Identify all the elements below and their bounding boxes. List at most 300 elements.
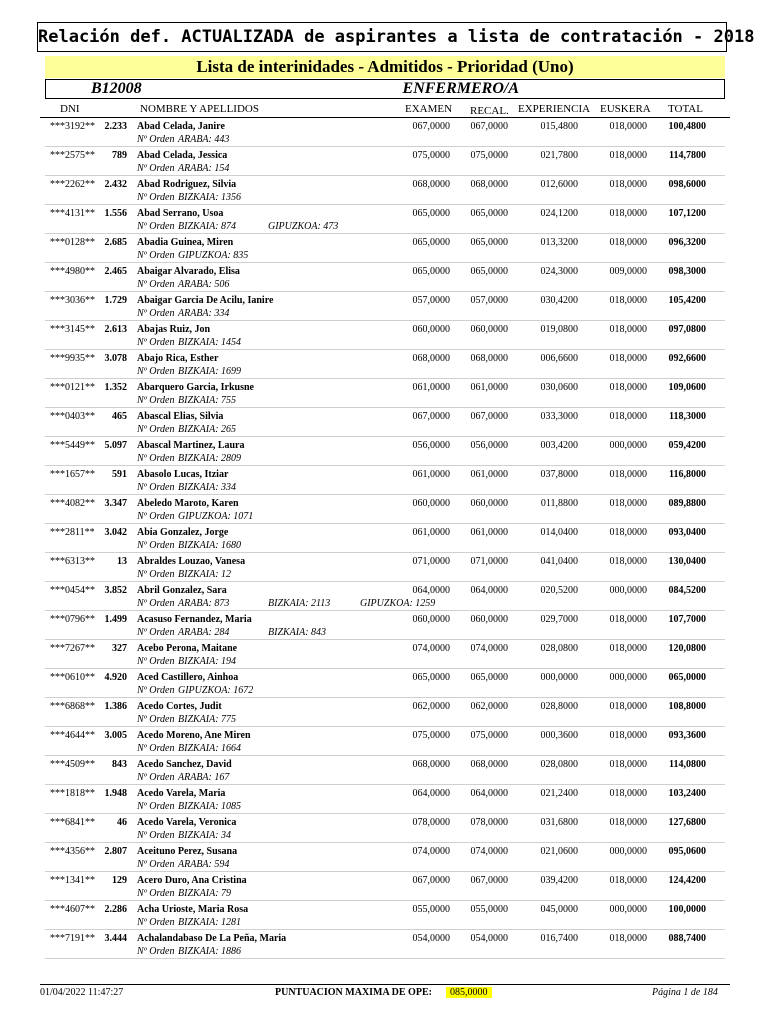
- position-number: 1.948: [104, 788, 127, 799]
- position-number: 327: [112, 643, 127, 654]
- dni-cell: ***5449**: [50, 440, 95, 451]
- footer-divider: [40, 984, 730, 985]
- order-label: Nº Orden: [137, 279, 175, 290]
- applicant-record: [0, 872, 768, 901]
- order-number: GIPUZKOA: 1672: [178, 685, 254, 696]
- column-header-recal: RECAL.: [470, 105, 509, 117]
- recal-score: 062,0000: [470, 701, 508, 712]
- total-score: 130,0400: [668, 556, 706, 567]
- recal-score: 056,0000: [470, 440, 508, 451]
- total-score: 092,6600: [668, 353, 706, 364]
- order-label: Nº Orden: [137, 656, 175, 667]
- total-score: 065,0000: [668, 672, 706, 683]
- applicant-name: Abraldes Louzao, Vanesa: [137, 556, 246, 567]
- order-label: Nº Orden: [137, 424, 175, 435]
- total-score: 084,5200: [668, 585, 706, 596]
- order-number: BIZKAIA: 2113: [268, 598, 331, 609]
- recal-score: 065,0000: [470, 672, 508, 683]
- total-score: 107,7000: [668, 614, 706, 625]
- applicant-record: [0, 408, 768, 437]
- experience-score: 003,4200: [540, 440, 578, 451]
- exam-score: 061,0000: [412, 382, 450, 393]
- dni-cell: ***4644**: [50, 730, 95, 741]
- recal-score: 068,0000: [470, 759, 508, 770]
- euskera-score: 000,0000: [609, 585, 647, 596]
- applicant-record: [0, 437, 768, 466]
- recal-score: 061,0000: [470, 382, 508, 393]
- column-header-experience: EXPERIENCIA: [518, 103, 591, 115]
- dni-cell: ***3036**: [50, 295, 95, 306]
- dni-cell: ***4131**: [50, 208, 95, 219]
- position-number: 3.078: [104, 353, 127, 364]
- recal-score: 074,0000: [470, 846, 508, 857]
- euskera-score: 018,0000: [609, 556, 647, 567]
- experience-score: 000,0000: [540, 672, 578, 683]
- applicant-name: Acedo Moreno, Ane Miren: [137, 730, 251, 741]
- applicant-record: [0, 205, 768, 234]
- euskera-score: 018,0000: [609, 643, 647, 654]
- dni-cell: ***0121**: [50, 382, 95, 393]
- position-number: 3.005: [104, 730, 127, 741]
- experience-score: 011,8800: [540, 498, 578, 509]
- recal-score: 071,0000: [470, 556, 508, 567]
- applicant-record: [0, 379, 768, 408]
- applicant-record: [0, 553, 768, 582]
- experience-score: 000,3600: [540, 730, 578, 741]
- recal-score: 055,0000: [470, 904, 508, 915]
- euskera-score: 018,0000: [609, 788, 647, 799]
- total-score: 114,0800: [669, 759, 706, 770]
- recal-score: 057,0000: [470, 295, 508, 306]
- euskera-score: 018,0000: [609, 121, 647, 132]
- order-label: Nº Orden: [137, 859, 175, 870]
- order-number: BIZKAIA: 2809: [178, 453, 242, 464]
- total-score: 120,0800: [668, 643, 706, 654]
- total-score: 059,4200: [668, 440, 706, 451]
- position-number: 13: [117, 556, 127, 567]
- dni-cell: ***2262**: [50, 179, 95, 190]
- order-label: Nº Orden: [137, 163, 175, 174]
- position-number: 2.807: [104, 846, 127, 857]
- exam-score: 060,0000: [412, 324, 450, 335]
- total-score: 097,0800: [668, 324, 706, 335]
- position-number: 465: [112, 411, 127, 422]
- order-label: Nº Orden: [137, 917, 175, 928]
- exam-score: 064,0000: [412, 788, 450, 799]
- exam-score: 061,0000: [412, 469, 450, 480]
- position-number: 2.685: [104, 237, 127, 248]
- dni-cell: ***0610**: [50, 672, 95, 683]
- applicant-name: Achalandabaso De La Peña, Maria: [137, 933, 287, 944]
- order-number: GIPUZKOA: 1259: [360, 598, 436, 609]
- applicant-record: [0, 495, 768, 524]
- euskera-score: 018,0000: [609, 469, 647, 480]
- euskera-score: 018,0000: [609, 527, 647, 538]
- order-number: BIZKAIA: 1699: [178, 366, 242, 377]
- total-score: 088,7400: [668, 933, 706, 944]
- order-number: BIZKAIA: 874: [178, 221, 237, 232]
- total-score: 107,1200: [668, 208, 706, 219]
- euskera-score: 018,0000: [609, 730, 647, 741]
- applicant-name: Acedo Cortes, Judit: [137, 701, 222, 712]
- position-number: 1.729: [104, 295, 127, 306]
- experience-score: 028,0800: [540, 759, 578, 770]
- applicant-name: Abasolo Lucas, Itziar: [137, 469, 229, 480]
- position-number: 3.852: [104, 585, 127, 596]
- recal-score: 075,0000: [470, 730, 508, 741]
- exam-score: 067,0000: [412, 411, 450, 422]
- experience-score: 030,4200: [540, 295, 578, 306]
- recal-score: 068,0000: [470, 179, 508, 190]
- recal-score: 064,0000: [470, 585, 508, 596]
- applicant-record: [0, 147, 768, 176]
- experience-score: 019,0800: [540, 324, 578, 335]
- experience-score: 015,4800: [540, 121, 578, 132]
- euskera-score: 018,0000: [609, 933, 647, 944]
- applicant-record: [0, 466, 768, 495]
- experience-score: 012,6000: [540, 179, 578, 190]
- recal-score: 078,0000: [470, 817, 508, 828]
- applicant-name: Abascal Martinez, Laura: [137, 440, 245, 451]
- applicant-record: [0, 234, 768, 263]
- applicant-name: Acasuso Fernandez, Maria: [137, 614, 252, 625]
- applicant-record: [0, 611, 768, 640]
- recal-score: 075,0000: [470, 150, 508, 161]
- euskera-score: 018,0000: [609, 817, 647, 828]
- order-label: Nº Orden: [137, 453, 175, 464]
- dni-cell: ***0128**: [50, 237, 95, 248]
- applicant-name: Abascal Elias, Silvia: [137, 411, 224, 422]
- order-label: Nº Orden: [137, 221, 175, 232]
- recal-score: 061,0000: [470, 469, 508, 480]
- euskera-score: 018,0000: [609, 237, 647, 248]
- recal-score: 061,0000: [470, 527, 508, 538]
- dni-cell: ***4980**: [50, 266, 95, 277]
- order-number: ARABA: 594: [178, 859, 230, 870]
- dni-cell: ***4509**: [50, 759, 95, 770]
- total-score: 098,3000: [668, 266, 706, 277]
- experience-score: 021,0600: [540, 846, 578, 857]
- exam-score: 065,0000: [412, 266, 450, 277]
- order-label: Nº Orden: [137, 685, 175, 696]
- applicant-record: [0, 669, 768, 698]
- exam-score: 068,0000: [412, 179, 450, 190]
- total-score: 108,8000: [668, 701, 706, 712]
- recal-score: 065,0000: [470, 266, 508, 277]
- experience-score: 014,0400: [540, 527, 578, 538]
- page-number: Página 1 de 184: [652, 987, 718, 998]
- exam-score: 067,0000: [412, 875, 450, 886]
- exam-score: 056,0000: [412, 440, 450, 451]
- exam-score: 065,0000: [412, 208, 450, 219]
- applicant-record: [0, 785, 768, 814]
- order-number: BIZKAIA: 1886: [178, 946, 242, 957]
- experience-score: 024,3000: [540, 266, 578, 277]
- exam-score: 074,0000: [412, 846, 450, 857]
- applicant-record: [0, 176, 768, 205]
- total-score: 089,8800: [668, 498, 706, 509]
- position-number: 2.432: [104, 179, 127, 190]
- applicant-record: [0, 292, 768, 321]
- column-header-exam: EXAMEN: [405, 103, 453, 115]
- experience-score: 029,7000: [540, 614, 578, 625]
- dni-cell: ***6868**: [50, 701, 95, 712]
- euskera-score: 018,0000: [609, 875, 647, 886]
- exam-score: 067,0000: [412, 121, 450, 132]
- order-number: GIPUZKOA: 835: [178, 250, 249, 261]
- order-label: Nº Orden: [137, 511, 175, 522]
- applicant-record: [0, 582, 768, 611]
- experience-score: 006,6600: [540, 353, 578, 364]
- applicant-name: Abril Gonzalez, Sara: [137, 585, 227, 596]
- dni-cell: ***3192**: [50, 121, 95, 132]
- position-number: 3.042: [104, 527, 127, 538]
- euskera-score: 018,0000: [609, 179, 647, 190]
- order-number: BIZKAIA: 1454: [178, 337, 242, 348]
- total-score: 124,4200: [668, 875, 706, 886]
- document-title: Relación def. ACTUALIZADA de aspirantes a lista de contratación - 2018: [37, 22, 727, 52]
- order-number: BIZKAIA: 334: [178, 482, 237, 493]
- position-number: 4.920: [104, 672, 127, 683]
- order-number: ARABA: 154: [178, 163, 230, 174]
- exam-score: 064,0000: [412, 585, 450, 596]
- applicant-name: Aceituno Perez, Susana: [137, 846, 238, 857]
- position-number: 1.386: [104, 701, 127, 712]
- recal-score: 054,0000: [470, 933, 508, 944]
- applicant-name: Abarquero Garcia, Irkusne: [137, 382, 254, 393]
- position-number: 591: [112, 469, 127, 480]
- euskera-score: 018,0000: [609, 759, 647, 770]
- applicant-record: [0, 930, 768, 959]
- order-number: BIZKAIA: 194: [178, 656, 237, 667]
- column-header-euskera: EUSKERA: [600, 103, 651, 115]
- applicant-name: Abia Gonzalez, Jorge: [137, 527, 229, 538]
- experience-score: 020,5200: [540, 585, 578, 596]
- position-number: 2.465: [104, 266, 127, 277]
- dni-cell: ***4356**: [50, 846, 95, 857]
- euskera-score: 000,0000: [609, 440, 647, 451]
- applicant-name: Abad Rodriguez, Silvia: [137, 179, 237, 190]
- order-label: Nº Orden: [137, 801, 175, 812]
- exam-score: 075,0000: [412, 730, 450, 741]
- position-number: 1.352: [104, 382, 127, 393]
- euskera-score: 000,0000: [609, 846, 647, 857]
- applicant-record: [0, 843, 768, 872]
- exam-score: 075,0000: [412, 150, 450, 161]
- applicant-record: [0, 640, 768, 669]
- recal-score: 067,0000: [470, 875, 508, 886]
- applicant-name: Acedo Varela, Veronica: [137, 817, 237, 828]
- dni-cell: ***2575**: [50, 150, 95, 161]
- total-score: 100,4800: [668, 121, 706, 132]
- position-number: 5.097: [104, 440, 127, 451]
- experience-score: 031,6800: [540, 817, 578, 828]
- dni-cell: ***4607**: [50, 904, 95, 915]
- total-score: 093,0400: [668, 527, 706, 538]
- experience-score: 028,0800: [540, 643, 578, 654]
- applicant-record: [0, 118, 768, 147]
- exam-score: 054,0000: [412, 933, 450, 944]
- order-number: BIZKAIA: 34: [178, 830, 232, 841]
- order-number: BIZKAIA: 1680: [178, 540, 242, 551]
- order-label: Nº Orden: [137, 395, 175, 406]
- applicant-record: [0, 814, 768, 843]
- max-score-value: 085,0000: [446, 987, 492, 998]
- applicant-name: Aced Castillero, Ainhoa: [137, 672, 239, 683]
- applicant-name: Acero Duro, Ana Cristina: [137, 875, 247, 886]
- euskera-score: 018,0000: [609, 498, 647, 509]
- exam-score: 062,0000: [412, 701, 450, 712]
- applicant-name: Abeledo Maroto, Karen: [137, 498, 239, 509]
- total-score: 109,0600: [668, 382, 706, 393]
- dni-cell: ***2811**: [50, 527, 95, 538]
- dni-cell: ***0796**: [50, 614, 95, 625]
- recal-score: 060,0000: [470, 614, 508, 625]
- dni-cell: ***3145**: [50, 324, 95, 335]
- dni-cell: ***7267**: [50, 643, 95, 654]
- euskera-score: 018,0000: [609, 295, 647, 306]
- applicant-record: [0, 756, 768, 785]
- position-number: 129: [112, 875, 127, 886]
- footer-datetime: 01/04/2022 11:47:27: [40, 987, 124, 998]
- dni-cell: ***4082**: [50, 498, 95, 509]
- order-label: Nº Orden: [137, 888, 175, 899]
- exam-score: 065,0000: [412, 237, 450, 248]
- order-number: ARABA: 506: [178, 279, 230, 290]
- position-number: 1.499: [104, 614, 127, 625]
- order-number: BIZKAIA: 79: [178, 888, 232, 899]
- exam-score: 074,0000: [412, 643, 450, 654]
- applicant-name: Abaigar Garcia De Acilu, Ianire: [137, 295, 274, 306]
- exam-score: 060,0000: [412, 498, 450, 509]
- recal-score: 065,0000: [470, 237, 508, 248]
- category-name: ENFERMERO/A: [402, 80, 519, 97]
- applicant-name: Abad Celada, Janire: [137, 121, 225, 132]
- euskera-score: 018,0000: [609, 614, 647, 625]
- euskera-score: 018,0000: [609, 208, 647, 219]
- experience-score: 021,7800: [540, 150, 578, 161]
- euskera-score: 018,0000: [609, 411, 647, 422]
- order-label: Nº Orden: [137, 830, 175, 841]
- exam-score: 071,0000: [412, 556, 450, 567]
- applicant-name: Acha Urioste, Maria Rosa: [137, 904, 249, 915]
- row-divider: [45, 958, 725, 959]
- total-score: 095,0600: [668, 846, 706, 857]
- total-score: 114,7800: [669, 150, 706, 161]
- order-number: ARABA: 334: [178, 308, 230, 319]
- euskera-score: 018,0000: [609, 353, 647, 364]
- position-number: 2.613: [104, 324, 127, 335]
- position-number: 3.347: [104, 498, 127, 509]
- euskera-score: 018,0000: [609, 324, 647, 335]
- euskera-score: 009,0000: [609, 266, 647, 277]
- applicant-record: [0, 727, 768, 756]
- order-number: GIPUZKOA: 473: [268, 221, 339, 232]
- order-label: Nº Orden: [137, 540, 175, 551]
- exam-score: 057,0000: [412, 295, 450, 306]
- category-bar: [45, 79, 725, 99]
- euskera-score: 018,0000: [609, 701, 647, 712]
- dni-cell: ***7191**: [50, 933, 95, 944]
- total-score: 127,6800: [668, 817, 706, 828]
- order-number: BIZKAIA: 265: [178, 424, 237, 435]
- total-score: 103,2400: [668, 788, 706, 799]
- total-score: 096,3200: [668, 237, 706, 248]
- order-label: Nº Orden: [137, 714, 175, 725]
- order-number: BIZKAIA: 1664: [178, 743, 242, 754]
- order-number: ARABA: 443: [178, 134, 230, 145]
- recal-score: 060,0000: [470, 498, 508, 509]
- experience-score: 041,0400: [540, 556, 578, 567]
- euskera-score: 000,0000: [609, 672, 647, 683]
- column-header-name: NOMBRE Y APELLIDOS: [140, 103, 259, 115]
- applicant-record: [0, 321, 768, 350]
- experience-score: 021,2400: [540, 788, 578, 799]
- total-score: 116,8000: [669, 469, 706, 480]
- experience-score: 028,8000: [540, 701, 578, 712]
- order-label: Nº Orden: [137, 192, 175, 203]
- applicant-record: [0, 901, 768, 930]
- applicant-record: [0, 698, 768, 727]
- exam-score: 055,0000: [412, 904, 450, 915]
- total-score: 105,4200: [668, 295, 706, 306]
- order-label: Nº Orden: [137, 250, 175, 261]
- experience-score: 013,3200: [540, 237, 578, 248]
- order-label: Nº Orden: [137, 308, 175, 319]
- recal-score: 065,0000: [470, 208, 508, 219]
- applicant-name: Acedo Varela, Maria: [137, 788, 226, 799]
- position-number: 789: [112, 150, 127, 161]
- applicant-record: [0, 524, 768, 553]
- dni-cell: ***1818**: [50, 788, 95, 799]
- max-score-label: PUNTUACION MAXIMA DE OPE:: [275, 987, 432, 998]
- order-label: Nº Orden: [137, 134, 175, 145]
- applicant-name: Abajas Ruiz, Jon: [137, 324, 211, 335]
- position-number: 2.233: [104, 121, 127, 132]
- applicant-record: [0, 350, 768, 379]
- experience-score: 030,0600: [540, 382, 578, 393]
- exam-score: 078,0000: [412, 817, 450, 828]
- order-number: BIZKAIA: 775: [178, 714, 237, 725]
- exam-score: 060,0000: [412, 614, 450, 625]
- order-number: ARABA: 873: [178, 598, 230, 609]
- order-number: BIZKAIA: 1085: [178, 801, 242, 812]
- position-number: 843: [112, 759, 127, 770]
- order-label: Nº Orden: [137, 482, 175, 493]
- order-label: Nº Orden: [137, 772, 175, 783]
- order-number: BIZKAIA: 1281: [178, 917, 242, 928]
- total-score: 100,0000: [668, 904, 706, 915]
- column-header-dni: DNI: [60, 103, 80, 115]
- category-code: B12008: [91, 80, 142, 97]
- euskera-score: 018,0000: [609, 150, 647, 161]
- total-score: 098,6000: [668, 179, 706, 190]
- applicant-name: Abajo Rica, Esther: [137, 353, 219, 364]
- order-number: BIZKAIA: 12: [178, 569, 232, 580]
- recal-score: 064,0000: [470, 788, 508, 799]
- order-number: ARABA: 167: [178, 772, 230, 783]
- order-number: GIPUZKOA: 1071: [178, 511, 254, 522]
- experience-score: 016,7400: [540, 933, 578, 944]
- dni-cell: ***0454**: [50, 585, 95, 596]
- total-score: 118,3000: [669, 411, 706, 422]
- dni-cell: ***1341**: [50, 875, 95, 886]
- total-score: 093,3600: [668, 730, 706, 741]
- order-number: BIZKAIA: 843: [268, 627, 327, 638]
- exam-score: 065,0000: [412, 672, 450, 683]
- applicant-record: [0, 263, 768, 292]
- position-number: 2.286: [104, 904, 127, 915]
